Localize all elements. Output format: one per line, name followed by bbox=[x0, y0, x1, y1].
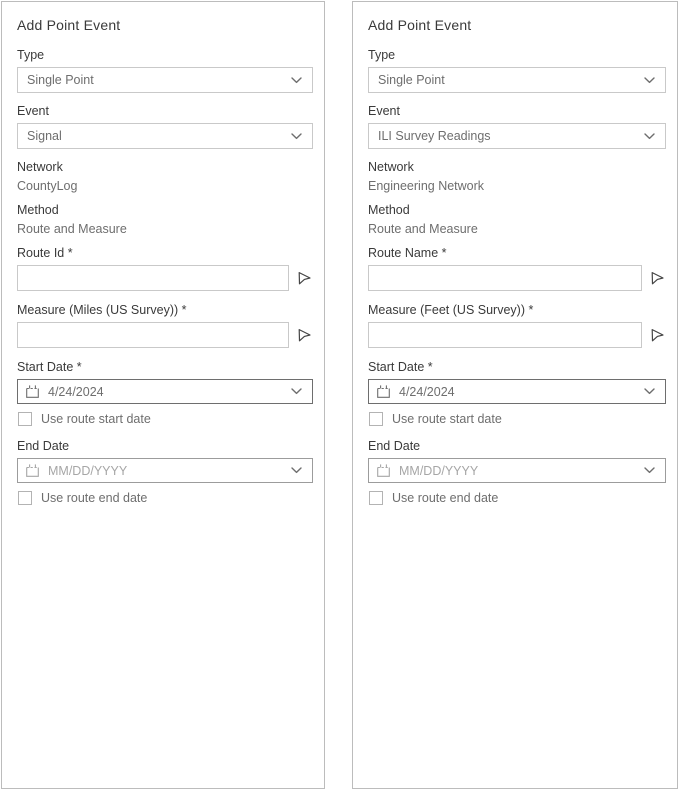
type-field bbox=[368, 48, 666, 93]
method-field bbox=[17, 203, 313, 237]
measure-field bbox=[17, 303, 313, 348]
pick-arrow-icon bbox=[296, 270, 313, 287]
end-date-placeholder: MM/DD/YYYY bbox=[48, 463, 128, 478]
end-date-field bbox=[17, 439, 313, 483]
use-route-start-date-row[interactable] bbox=[18, 412, 313, 426]
method-value: Route and Measure bbox=[368, 222, 478, 236]
add-point-event-panel bbox=[352, 1, 678, 789]
measure-input[interactable] bbox=[368, 322, 642, 348]
chevron-down-icon bbox=[291, 77, 302, 84]
pick-from-map-button[interactable] bbox=[296, 327, 313, 344]
calendar-icon bbox=[25, 463, 40, 478]
event-select-value: Signal bbox=[27, 129, 62, 143]
route-label: Route Name * bbox=[368, 246, 447, 260]
pick-from-map-button[interactable] bbox=[649, 327, 666, 344]
pick-arrow-icon bbox=[296, 327, 313, 344]
end-date-picker[interactable] bbox=[17, 458, 313, 483]
measure-field bbox=[368, 303, 666, 348]
route-label: Route Id * bbox=[17, 246, 73, 260]
chevron-down-icon bbox=[644, 133, 655, 140]
type-field bbox=[17, 48, 313, 93]
use-route-end-date-label: Use route end date bbox=[392, 491, 499, 505]
pick-arrow-icon bbox=[649, 327, 666, 344]
calendar-icon bbox=[376, 384, 391, 399]
measure-label: Measure (Feet (US Survey)) * bbox=[368, 303, 534, 317]
chevron-down-icon bbox=[291, 133, 302, 140]
method-value: Route and Measure bbox=[17, 222, 127, 236]
route-input[interactable] bbox=[368, 265, 642, 291]
use-route-end-date-row[interactable] bbox=[369, 491, 666, 505]
chevron-down-icon bbox=[291, 467, 302, 474]
start-date-picker[interactable] bbox=[17, 379, 313, 404]
method-field bbox=[368, 203, 666, 237]
type-label: Type bbox=[368, 48, 396, 62]
use-route-start-date-label: Use route start date bbox=[41, 412, 151, 426]
use-route-start-date-label: Use route start date bbox=[392, 412, 502, 426]
route-field bbox=[17, 246, 313, 291]
type-label: Type bbox=[17, 48, 45, 62]
method-label: Method bbox=[17, 203, 59, 217]
use-route-start-date-checkbox[interactable] bbox=[369, 412, 383, 426]
chevron-down-icon bbox=[644, 77, 655, 84]
pick-from-map-button[interactable] bbox=[649, 270, 666, 287]
end-date-field bbox=[368, 439, 666, 483]
add-point-event-panel bbox=[1, 1, 325, 789]
page-title: Add Point Event bbox=[17, 17, 121, 33]
use-route-start-date-checkbox[interactable] bbox=[18, 412, 32, 426]
calendar-icon bbox=[25, 384, 40, 399]
end-date-picker[interactable] bbox=[368, 458, 666, 483]
pick-arrow-icon bbox=[649, 270, 666, 287]
start-date-value: 4/24/2024 bbox=[399, 384, 455, 399]
chevron-down-icon bbox=[644, 467, 655, 474]
type-select[interactable] bbox=[368, 67, 666, 93]
use-route-start-date-row[interactable] bbox=[369, 412, 666, 426]
method-label: Method bbox=[368, 203, 410, 217]
end-date-placeholder: MM/DD/YYYY bbox=[399, 463, 479, 478]
measure-input[interactable] bbox=[17, 322, 289, 348]
chevron-down-icon bbox=[291, 388, 302, 395]
type-select-value: Single Point bbox=[27, 73, 94, 87]
event-field bbox=[368, 104, 666, 149]
use-route-end-date-row[interactable] bbox=[18, 491, 313, 505]
event-field bbox=[17, 104, 313, 149]
use-route-end-date-checkbox[interactable] bbox=[18, 491, 32, 505]
chevron-down-icon bbox=[644, 388, 655, 395]
network-field bbox=[368, 160, 666, 194]
type-select[interactable] bbox=[17, 67, 313, 93]
route-field bbox=[368, 246, 666, 291]
measure-label: Measure (Miles (US Survey)) * bbox=[17, 303, 187, 317]
start-date-label: Start Date * bbox=[368, 360, 433, 374]
end-date-label: End Date bbox=[17, 439, 70, 453]
type-select-value: Single Point bbox=[378, 73, 445, 87]
start-date-picker[interactable] bbox=[368, 379, 666, 404]
event-label: Event bbox=[368, 104, 400, 118]
route-input[interactable] bbox=[17, 265, 289, 291]
event-label: Event bbox=[17, 104, 49, 118]
start-date-label: Start Date * bbox=[17, 360, 82, 374]
event-select[interactable] bbox=[368, 123, 666, 149]
use-route-end-date-checkbox[interactable] bbox=[369, 491, 383, 505]
event-select-value: ILI Survey Readings bbox=[378, 129, 491, 143]
network-label: Network bbox=[368, 160, 414, 174]
network-value: CountyLog bbox=[17, 179, 78, 193]
end-date-label: End Date bbox=[368, 439, 421, 453]
network-field bbox=[17, 160, 313, 194]
network-value: Engineering Network bbox=[368, 179, 485, 193]
network-label: Network bbox=[17, 160, 63, 174]
calendar-icon bbox=[376, 463, 391, 478]
page-title: Add Point Event bbox=[368, 17, 472, 33]
use-route-end-date-label: Use route end date bbox=[41, 491, 148, 505]
start-date-value: 4/24/2024 bbox=[48, 384, 104, 399]
start-date-field bbox=[368, 360, 666, 404]
event-select[interactable] bbox=[17, 123, 313, 149]
start-date-field bbox=[17, 360, 313, 404]
pick-from-map-button[interactable] bbox=[296, 270, 313, 287]
